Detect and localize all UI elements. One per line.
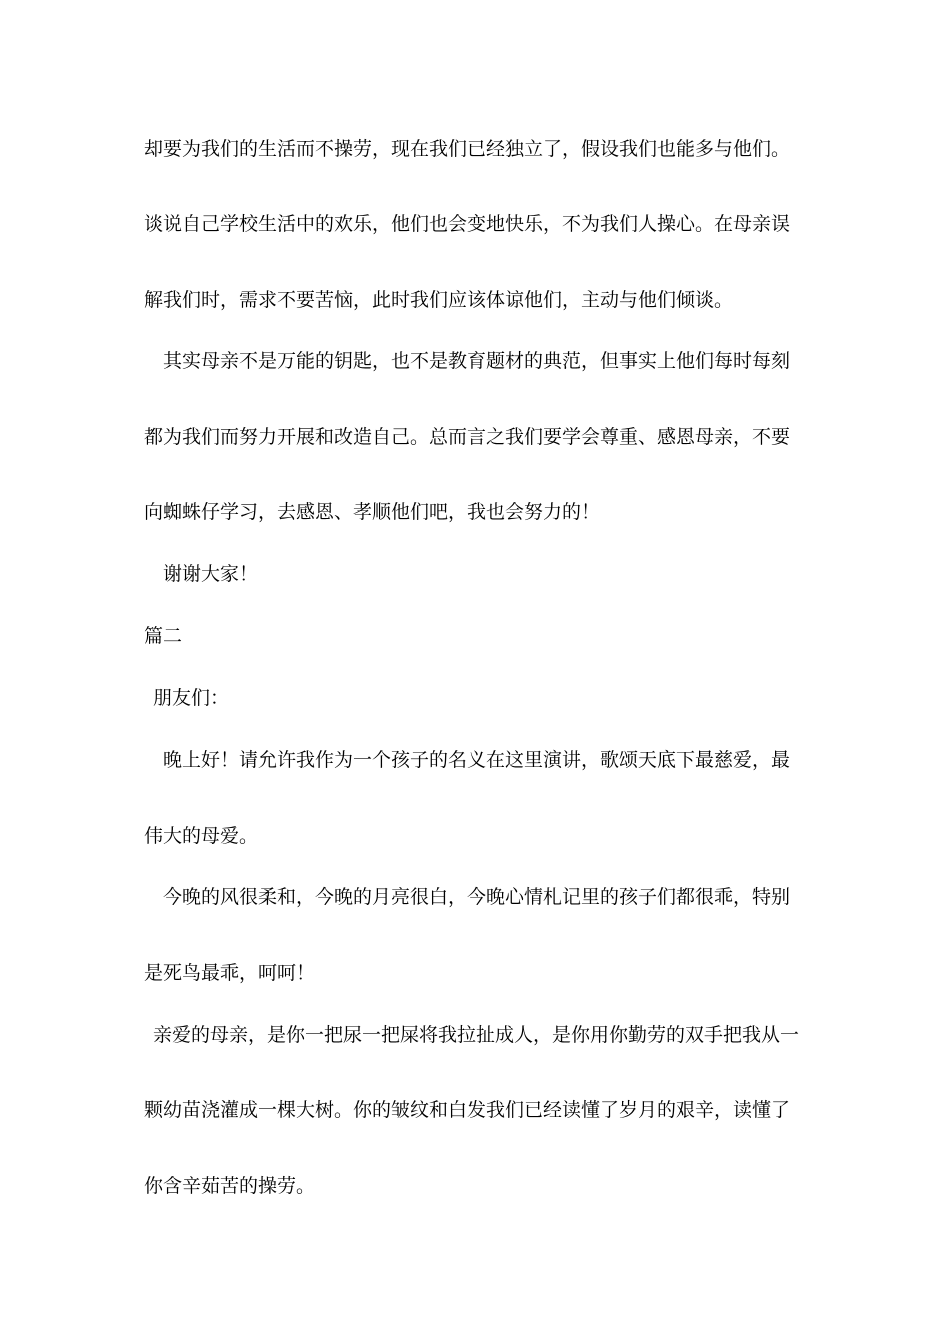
paragraph-line: 谈说自己学校生活中的欢乐，他们也会变地快乐，不为我们人操心。在母亲误 <box>144 213 791 235</box>
salutation: 朋友们： <box>153 687 230 709</box>
paragraph-line: 你含辛茹苦的操劳。 <box>144 1175 316 1197</box>
paragraph-line: 解我们时，需求不要苦恼，此时我们应该体谅他们，主动与他们倾谈。 <box>144 289 734 311</box>
paragraph-line: 颗幼苗浇灌成一棵大树。你的皱纹和白发我们已经读懂了岁月的艰辛，读懂了 <box>144 1099 791 1121</box>
paragraph-line: 却要为我们的生活而不操劳，现在我们已经独立了，假设我们也能多与他们。 <box>144 138 791 160</box>
paragraph-line: 向蜘蛛仔学习，去感恩、孝顺他们吧，我也会努力的！ <box>144 501 601 523</box>
paragraph-line: 是死鸟最乖，呵呵！ <box>144 962 316 984</box>
closing-line: 谢谢大家！ <box>163 563 259 585</box>
paragraph-line: 晚上好！请允许我作为一个孩子的名义在这里演讲，歌颂天底下最慈爱，最 <box>163 749 791 771</box>
paragraph-line: 伟大的母爱。 <box>144 825 259 847</box>
paragraph-line: 都为我们而努力开展和改造自己。总而言之我们要学会尊重、感恩母亲，不要 <box>144 426 791 448</box>
section-heading: 篇二 <box>144 625 183 647</box>
paragraph-line: 其实母亲不是万能的钥匙，也不是教育题材的典范，但事实上他们每时每刻 <box>163 350 791 372</box>
paragraph-line: 今晚的风很柔和，今晚的月亮很白，今晚心情札记里的孩子们都很乖，特别 <box>163 886 791 908</box>
paragraph-line: 亲爱的母亲，是你一把尿一把屎将我拉扯成人，是你用你勤劳的双手把我从一 <box>153 1024 800 1046</box>
